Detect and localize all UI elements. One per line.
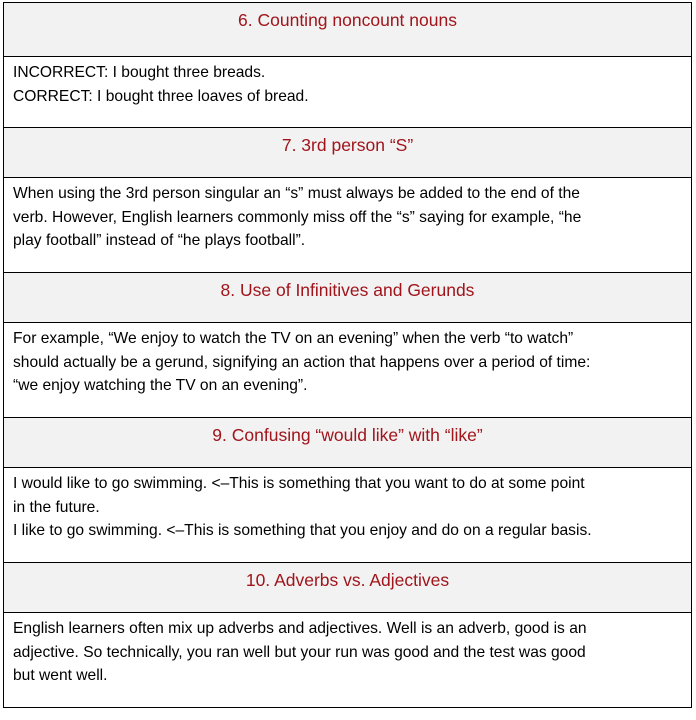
body-line: should actually be a gerund, signifying an action that happens over a period of time: xyxy=(13,353,591,371)
body-line: but went well. xyxy=(13,667,108,684)
body-line: in the future. xyxy=(13,498,100,516)
section-body-row xyxy=(4,468,692,563)
section-body-row xyxy=(4,178,692,273)
section-heading: 8. Use of Infinitives and Gerunds xyxy=(220,280,475,300)
body-line: For example, “We enjoy to watch the TV on an evening” when the verb “to watch” xyxy=(13,330,574,347)
section-heading-row xyxy=(4,418,692,468)
section-body-cell xyxy=(4,323,692,418)
section-heading-row xyxy=(4,273,692,323)
section-body-cell xyxy=(4,613,692,708)
body-line: English learners often mix up adverbs and adjectives. Well is an adverb, good is an xyxy=(13,620,587,637)
grammar-mistakes-table xyxy=(3,2,692,708)
section-body-row xyxy=(4,57,692,128)
section-heading-row xyxy=(4,563,692,613)
section-body-cell xyxy=(4,178,692,273)
body-line: I would like to go swimming. <–This is something that you want to do at some point xyxy=(13,475,585,492)
body-line: adjective. So technically, you ran well but your run was good and the test was good xyxy=(13,643,586,661)
section-body-row xyxy=(4,613,692,708)
body-line: “we enjoy watching the TV on an evening”. xyxy=(13,377,308,394)
section-body-row xyxy=(4,323,692,418)
body-line: CORRECT: I bought three loaves of bread. xyxy=(13,87,309,105)
body-line: I like to go swimming. <–This is something that you enjoy and do on a regular basis. xyxy=(13,522,592,539)
section-heading: 6. Counting noncount nouns xyxy=(238,10,457,30)
section-heading-row xyxy=(4,3,692,57)
body-line: play football” instead of “he plays football”. xyxy=(13,232,306,249)
body-line: INCORRECT: I bought three breads. xyxy=(13,64,266,81)
section-heading: 9. Confusing “would like” with “like” xyxy=(212,425,483,445)
section-heading-cell xyxy=(4,563,692,613)
section-heading-row xyxy=(4,128,692,178)
section-heading-cell xyxy=(4,273,692,323)
section-heading: 7. 3rd person “S” xyxy=(281,135,414,155)
body-line: verb. However, English learners commonly miss off the “s” saying for example, “he xyxy=(13,208,582,226)
section-heading-cell xyxy=(4,418,692,468)
section-heading: 10. Adverbs vs. Adjectives xyxy=(245,570,450,590)
section-body-cell xyxy=(4,57,692,128)
section-body-cell xyxy=(4,468,692,563)
section-heading-cell xyxy=(4,3,692,57)
body-line: When using the 3rd person singular an “s” must always be added to the end of the xyxy=(13,185,580,202)
section-heading-cell xyxy=(4,128,692,178)
